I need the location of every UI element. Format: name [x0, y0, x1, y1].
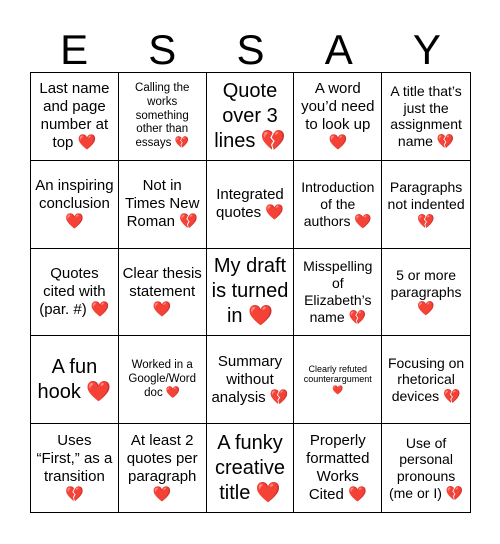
- header-letter-s2: S: [236, 26, 265, 73]
- cell-text: Not in Times New Roman 💔: [124, 177, 200, 231]
- cell-text: 5 or more paragraphs ❤️: [390, 266, 462, 317]
- cell-text: Misspelling of Elizabeth’s name 💔: [303, 258, 373, 325]
- bingo-cell-r3c4[interactable]: [294, 249, 382, 337]
- header-letter-y: Y: [412, 26, 441, 73]
- bingo-cell-r5c2[interactable]: [119, 424, 207, 512]
- bingo-cell-r5c1[interactable]: [31, 424, 119, 512]
- bingo-cell-r4c5[interactable]: [382, 336, 470, 424]
- bingo-cell-r1c1[interactable]: [31, 73, 119, 161]
- bingo-cell-r2c5[interactable]: [382, 161, 470, 249]
- bingo-cell-r2c4[interactable]: [294, 161, 382, 249]
- bingo-cell-r4c1[interactable]: [31, 336, 119, 424]
- bingo-header: [30, 28, 471, 72]
- cell-text: An inspiring conclusion ❤️: [35, 177, 114, 231]
- bingo-cell-r2c1[interactable]: [31, 161, 119, 249]
- bingo-cell-r2c3[interactable]: [207, 161, 295, 249]
- cell-text: Properly formatted Works Cited ❤️: [306, 432, 370, 504]
- cell-text: Clearly refuted counterargument ❤️: [303, 363, 372, 396]
- cell-text: My draft is turned in ❤️: [211, 255, 289, 328]
- cell-text: Last name and page number at top ❤️: [39, 80, 110, 152]
- cell-text: Use of personal pronouns (me or I) 💔: [388, 434, 464, 501]
- bingo-cell-r1c4[interactable]: [294, 73, 382, 161]
- bingo-cell-r3c2[interactable]: [119, 249, 207, 337]
- bingo-cell-r4c2[interactable]: [119, 336, 207, 424]
- header-letter-e: E: [60, 26, 89, 73]
- bingo-cell-r3c5[interactable]: [382, 249, 470, 337]
- cell-text: Summary without analysis 💔: [211, 352, 289, 406]
- bingo-cell-r5c5[interactable]: [382, 424, 470, 512]
- bingo-cell-r3c1[interactable]: [31, 249, 119, 337]
- header-letter-a: A: [324, 26, 353, 73]
- cell-text: Paragraphs not indented 💔: [387, 179, 465, 229]
- bingo-cell-r1c2[interactable]: [119, 73, 207, 161]
- bingo-cell-r5c3[interactable]: [207, 424, 295, 512]
- bingo-board: [30, 72, 471, 513]
- bingo-cell-r4c3[interactable]: [207, 336, 295, 424]
- cell-text: Clear thesis statement ❤️: [122, 264, 202, 318]
- cell-text: Integrated quotes ❤️: [216, 186, 284, 222]
- cell-text: Worked in a Google/Word doc ❤️: [128, 359, 196, 399]
- bingo-cell-r1c5[interactable]: [382, 73, 470, 161]
- cell-text: Uses “First,” as a transition 💔: [36, 432, 113, 504]
- cell-text: A word you’d need to look up ❤️: [301, 80, 375, 152]
- cell-text: Quote over 3 lines 💔: [214, 79, 286, 152]
- bingo-cell-r5c4[interactable]: [294, 424, 382, 512]
- cell-text: Introduction of the authors ❤️: [301, 179, 375, 229]
- bingo-cell-r1c3[interactable]: [207, 73, 295, 161]
- cell-text: A fun hook ❤️: [37, 355, 112, 403]
- cell-text: A title that’s just the assignment name 💔: [390, 82, 462, 150]
- cell-text: Focusing on rhetorical devices 💔: [387, 354, 465, 405]
- cell-text: Calling the works something other than essays 💔: [135, 81, 190, 150]
- bingo-cell-r2c2[interactable]: [119, 161, 207, 249]
- cell-text: At least 2 quotes per paragraph ❤️: [126, 432, 198, 504]
- bingo-cell-r4c4[interactable]: [294, 336, 382, 424]
- cell-text: A funky creative title ❤️: [214, 431, 285, 504]
- bingo-cell-r3c3[interactable]: [207, 249, 295, 337]
- header-letter-s1: S: [148, 26, 177, 73]
- cell-text: Quotes cited with (par. #) ❤️: [39, 264, 110, 318]
